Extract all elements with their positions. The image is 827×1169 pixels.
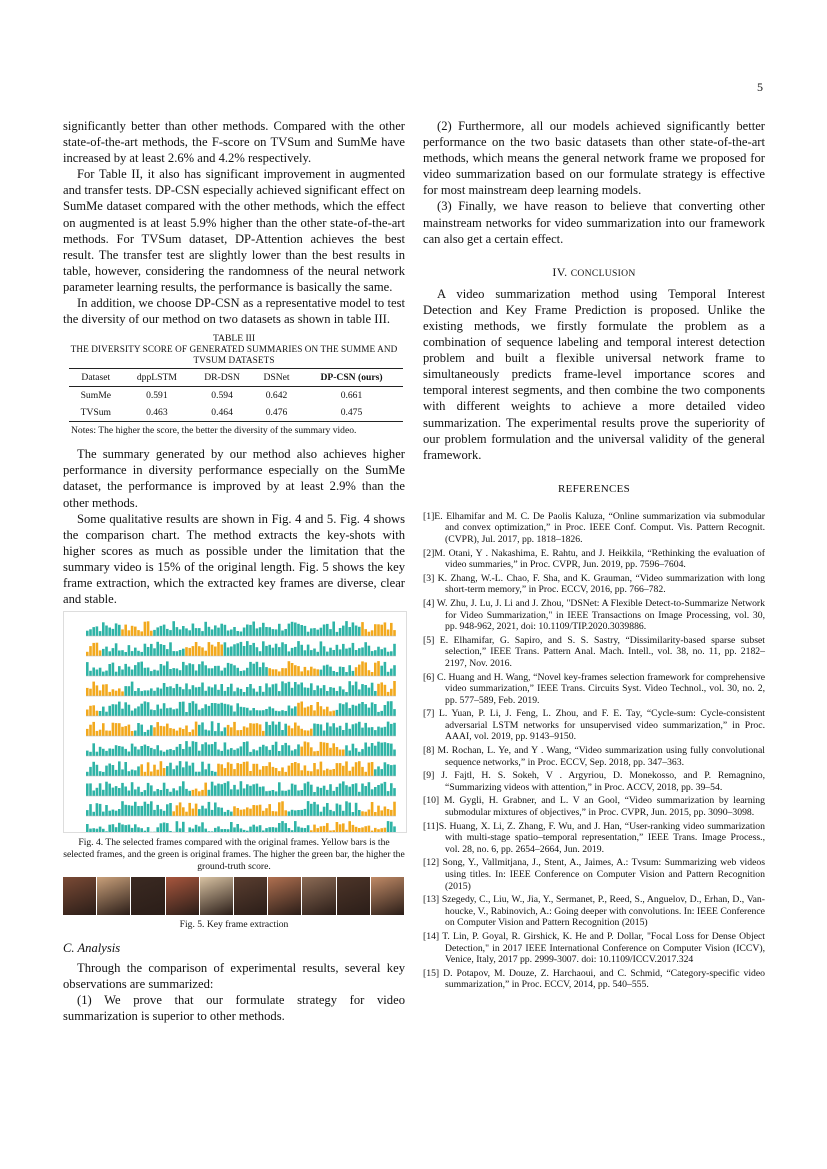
key-frame-thumbnail [97, 877, 131, 915]
paragraph: Some qualitative results are shown in Fig. 4 and 5. Fig. 4 shows the comparison chart. The method extracts the key-shots with higher scores as much as possible under the limitation that the summary video is 15% of the original length. Fig. 5 shows the key frame extraction, which the extracted key frames are diverse, clear and stable. [63, 511, 405, 607]
references-list [423, 511, 765, 991]
paragraph: A video summarization method using Temporal Interest Detection and Key Frame Prediction is proposed. Unlike the existing methods, we firstly formulate the problem as a combination of sequence labeling and temporal interest detection problem and built a flexible universal network frame to simultaneously predicts frame-level importance scores and temporal interest segments, and then combine the two components with different weights to achieve a more detailed video summarization. The experimental results prove the superiority of our problem formulation and the universal validity of the general framework. [423, 286, 765, 462]
right-column [423, 118, 765, 993]
table-cell: 0.475 [340, 407, 363, 419]
table-header: DSNet [263, 372, 290, 384]
bar-strip [86, 661, 396, 676]
reference-item: [3] K. Zhang, W.-L. Chao, F. Sha, and K. Grauman, “Video summarization with long short-term memory,” in Proc. ECCV, 2016, pp. 766–782. [423, 572, 765, 596]
bar-strip [86, 761, 396, 776]
key-frame-thumbnail [268, 877, 302, 915]
paragraph: (1) We prove that our formulate strategy for video summarization is superior to other methods. [63, 993, 405, 1024]
reference-item: [12] Song, Y., Vallmitjana, J., Stent, A., Jaimes, A.: Tvsum: Summarizing web videos using titles. In: IEEE Conference on Computer Vision and Pattern Recognition (2015) [423, 857, 765, 892]
bar-strip [86, 721, 396, 736]
bar-strip [86, 701, 396, 716]
figure-5-caption: Fig. 5. Key frame extraction [179, 919, 289, 931]
bar-strip [86, 621, 396, 636]
section-number: IV. [552, 264, 568, 279]
paragraph: (3) Finally, we have reason to believe that converting other mainstream networks for video summarization into our framework can also get a certain effect. [423, 199, 765, 246]
table-cell: 0.642 [265, 390, 288, 402]
paragraph: significantly better than other methods. Compared with the other state-of-the-art methods, the F-score on TVSum and SumMe have increased by at least 2.6% and 4.2% respectively. [63, 119, 405, 166]
reference-item: [6] C. Huang and H. Wang, “Novel key-frames selection framework for comprehensive video summarization,” IEEE Trans. Circuits Syst. Video Technol., vol. 30, no. 2, pp. 577–589, Feb. 2019. [423, 671, 765, 706]
reference-item: [14] T. Lin, P. Goyal, R. Girshick, K. He and P. Dollar, "Focal Loss for Dense Object Detection," in 2017 IEEE International Conference on Computer Vision (ICCV), Venice, Italy, 2017 pp. 2999-3007. doi: 10.1109/ICCV.2017.324 [423, 930, 765, 966]
table-label: TABLE III [212, 333, 256, 345]
table-header: dppLSTM [136, 372, 177, 384]
reference-item: [11]S. Huang, X. Li, Z. Zhang, F. Wu, and J. Han, “User-ranking video summarization with multi-stage spatio–temporal representation,” IEEE Trans. Image Process., vol. 28, no. 6, pp. 2654–2664, Jun. 2019. [423, 820, 765, 855]
figure-5-key-frames [63, 877, 405, 915]
key-frame-thumbnail [131, 877, 165, 915]
key-frame-thumbnail [166, 877, 200, 915]
table-cell: SumMe [80, 390, 111, 402]
reference-item: [15] D. Potapov, M. Douze, Z. Harchaoui, and C. Schmid, “Category-specific video summarization,” in Proc. ECCV, 2014, pp. 540–555. [423, 967, 765, 991]
table-header: Dataset [81, 372, 111, 384]
paragraph: The summary generated by our method also achieves higher performance in diversity performance especially on the SumMe dataset, the performance is improved by at least 2.9% than the other methods. [63, 447, 405, 510]
table-row [69, 404, 403, 422]
key-frame-thumbnail [200, 877, 234, 915]
diversity-table [69, 368, 403, 422]
figure-4-caption: Fig. 4. The selected frames compared with the original frames. Yellow bars is the selected frames, and the green is original frames. The higher the green bar, the higher the ground-truth score. [63, 837, 405, 873]
left-column [63, 118, 405, 1025]
reference-item: [8] M. Rochan, L. Ye, and Y . Wang, “Video summarization using fully convolutional sequence networks,” in Proc. ECCV, Sep. 2018, pp. 347–363. [423, 745, 765, 768]
paragraph: Through the comparison of experimental results, several key observations are summarized: [63, 961, 405, 992]
paragraph: For Table II, it also has significant improvement in augmented and transfer tests. DP-CSN especially achieved significant effect on SumMe dataset compared with the other methods, which the effect on augmented is at least 5.9% higher than the other state-of-the-art methods. For TVSum dataset, DP-Attention achieves the best result. The transfer test are slightly lower than the best results in table, however, considering the randomness of the neural network parameter learning results, the performance is basically the same. [63, 167, 405, 294]
figure-4-graphic [64, 612, 406, 832]
reference-item: [13] Szegedy, C., Liu, W., Jia, Y., Sermanet, P., Reed, S., Anguelov, D., Erhan, D., Van-houcke, V., Rabinovich, A.: Going deeper with convolutions. In: IEEE Conference on Computer Vision and Pattern Recognition (2015) [423, 894, 765, 929]
key-frame-thumbnail [302, 877, 336, 915]
references-heading: REFERENCES [557, 482, 631, 495]
bar-strip [86, 781, 396, 796]
key-frame-thumbnail [337, 877, 371, 915]
bar-strip [86, 821, 396, 832]
table-header: DR-DSN [204, 372, 240, 384]
key-frame-thumbnail [63, 877, 97, 915]
bar-strip [86, 641, 396, 656]
bar-strip [86, 681, 396, 696]
paragraph: In addition, we choose DP-CSN as a representative model to test the diversity of our method on two datasets as shown in table III. [63, 296, 405, 327]
reference-item: [7] L. Yuan, P. Li, J. Feng, L. Zhou, and F. E. Tay, “Cycle-sum: Cycle-consistent adversarial LSTM networks for unsupervised video summarization,” in Proc. AAAI, vol. 2019, pp. 9143–9150. [423, 708, 765, 743]
key-frame-thumbnail [234, 877, 268, 915]
table-cell: 0.463 [146, 407, 168, 419]
reference-item: [4] W. Zhu, J. Lu, J. Li and J. Zhou, "DSNet: A Flexible Detect-to-Summarize Network for Video Summarization," in IEEE Transactions on Image Processing, vol. 30, pp. 948-962, 2021, doi: 10.1109/TIP.2020.3039886. [423, 597, 765, 633]
reference-item: [2]M. Otani, Y . Nakashima, E. Rahtu, and J. Heikkila, “Rethinking the evaluation of video summaries,” in Proc. CVPR, Jun. 2019, pp. 7596–7604. [423, 547, 765, 571]
reference-item: [5] E. Elhamifar, G. Sapiro, and S. S. Sastry, “Dissimilarity-based sparse subset selection,” IEEE Trans. Pattern Anal. Mach. Intell., vol. 38, no. 11, pp. 2182–2197, Nov. 2016. [423, 634, 765, 669]
subsection-title: C. Analysis [63, 941, 121, 956]
page-number: 5 [757, 80, 763, 94]
bar-strip [86, 801, 396, 816]
bar-strip [86, 741, 396, 756]
key-frame-thumbnail [371, 877, 405, 915]
table-header: DP-CSN (ours) [320, 372, 383, 384]
section-heading [423, 265, 765, 280]
table-cell: 0.464 [211, 407, 233, 419]
table-caption: THE DIVERSITY SCORE OF GENERATED SUMMARIES ON THE SUMME AND TVSUM DATASETS [70, 344, 398, 366]
reference-item: [10] M. Gygli, H. Grabner, and L. V an Gool, “Video summarization by learning submodular mixtures of objectives,” in Proc. CVPR, Jun. 2015, pp. 3090–3098. [423, 795, 765, 819]
table-header-row [69, 369, 403, 387]
paragraph: (2) Furthermore, all our models achieved significantly better performance on the two basic datasets than other state-of-the-art methods, which means the general network frame we proposed for video summarization based on our formulate strategy is effective for most mainstream deep learning models. [423, 119, 765, 198]
table-row [69, 387, 403, 405]
figure-4-bar-strips [63, 611, 407, 833]
reference-item: [9] J. Fajtl, H. S. Sokeh, V . Argyriou, D. Monekosso, and P. Remagnino, “Summarizing videos with attention,” in Proc. ACCV, 2018, pp. 39–54. [423, 770, 765, 793]
table-cell: 0.661 [340, 390, 363, 402]
section-title: CONCLUSION [570, 267, 636, 279]
table-cell: 0.591 [146, 390, 168, 402]
table-notes: Notes: The higher the score, the better the diversity of the summary video. [71, 425, 357, 437]
table-cell: TVSum [80, 407, 111, 419]
table-cell: 0.594 [211, 390, 233, 402]
reference-item: [1]E. Elhamifar and M. C. De Paolis Kaluza, “Online summarization via submodular and convex optimization,” in Proc. IEEE Conf. Comput. Vis. Pattern Recognit. (CVPR), Jul. 2017, pp. 1818–1826. [423, 510, 765, 545]
table-cell: 0.476 [265, 407, 288, 419]
